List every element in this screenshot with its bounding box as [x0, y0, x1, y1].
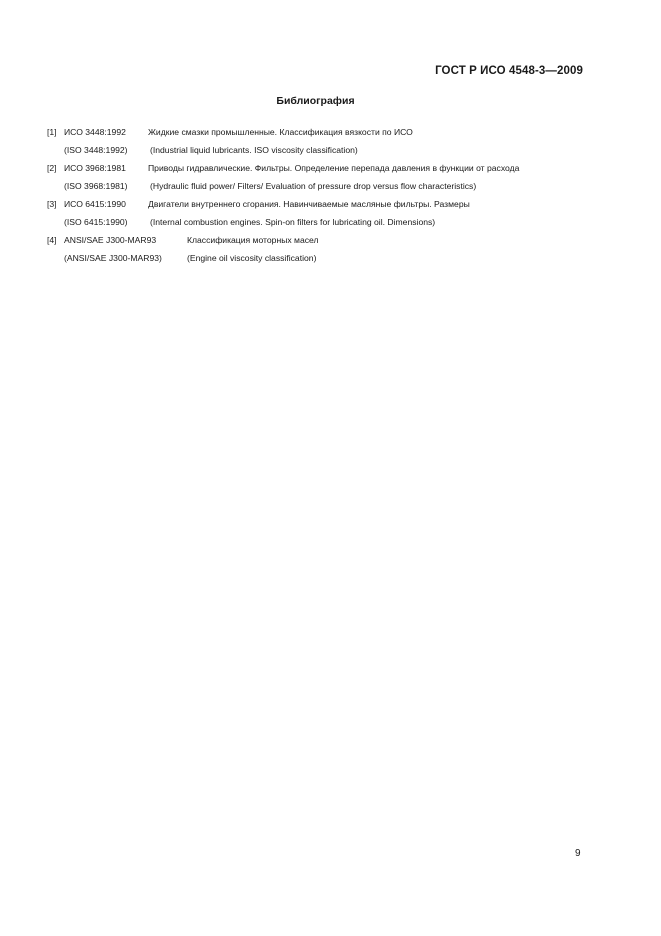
- document-code: ГОСТ Р ИСО 4548-3—2009: [435, 65, 583, 77]
- entry-title: Приводы гидравлические. Фильтры. Определение перепада давления в функции от расхода: [148, 163, 520, 173]
- entry-original-reference: (ISO 3968:1981): [64, 181, 128, 191]
- entry-original-title: (Internal combustion engines. Spin-on filters for lubricating oil. Dimensions): [150, 217, 436, 227]
- entry-original-title: (Engine oil viscosity classification): [187, 253, 317, 263]
- entry-original-reference: (ISO 6415:1990): [64, 217, 128, 227]
- page-number: 9: [575, 848, 581, 859]
- entry-reference: ИСО 3448:1992: [64, 127, 126, 137]
- entry-number: [4]: [47, 235, 57, 245]
- entry-reference: ИСО 6415:1990: [64, 199, 126, 209]
- section-title: Библиография: [276, 95, 355, 107]
- entry-title: Жидкие смазки промышленные. Классификация вязкости по ИСО: [148, 127, 413, 137]
- entry-number: [3]: [47, 199, 57, 209]
- entry-number: [1]: [47, 127, 57, 137]
- entry-title: Двигатели внутреннего сгорания. Навинчиваемые масляные фильтры. Размеры: [148, 199, 470, 209]
- entry-original-title: (Industrial liquid lubricants. ISO viscosity classification): [150, 145, 358, 155]
- entry-original-title: (Hydraulic fluid power/ Filters/ Evaluation of pressure drop versus flow characteristics): [150, 181, 477, 191]
- entry-number: [2]: [47, 163, 57, 173]
- entry-reference: ANSI/SAE J300-MAR93: [64, 235, 157, 245]
- entry-reference: ИСО 3968:1981: [64, 163, 126, 173]
- entry-title: Классификация моторных масел: [187, 235, 319, 245]
- entry-original-reference: (ISO 3448:1992): [64, 145, 128, 155]
- entry-original-reference: (ANSI/SAE J300-MAR93): [64, 253, 162, 263]
